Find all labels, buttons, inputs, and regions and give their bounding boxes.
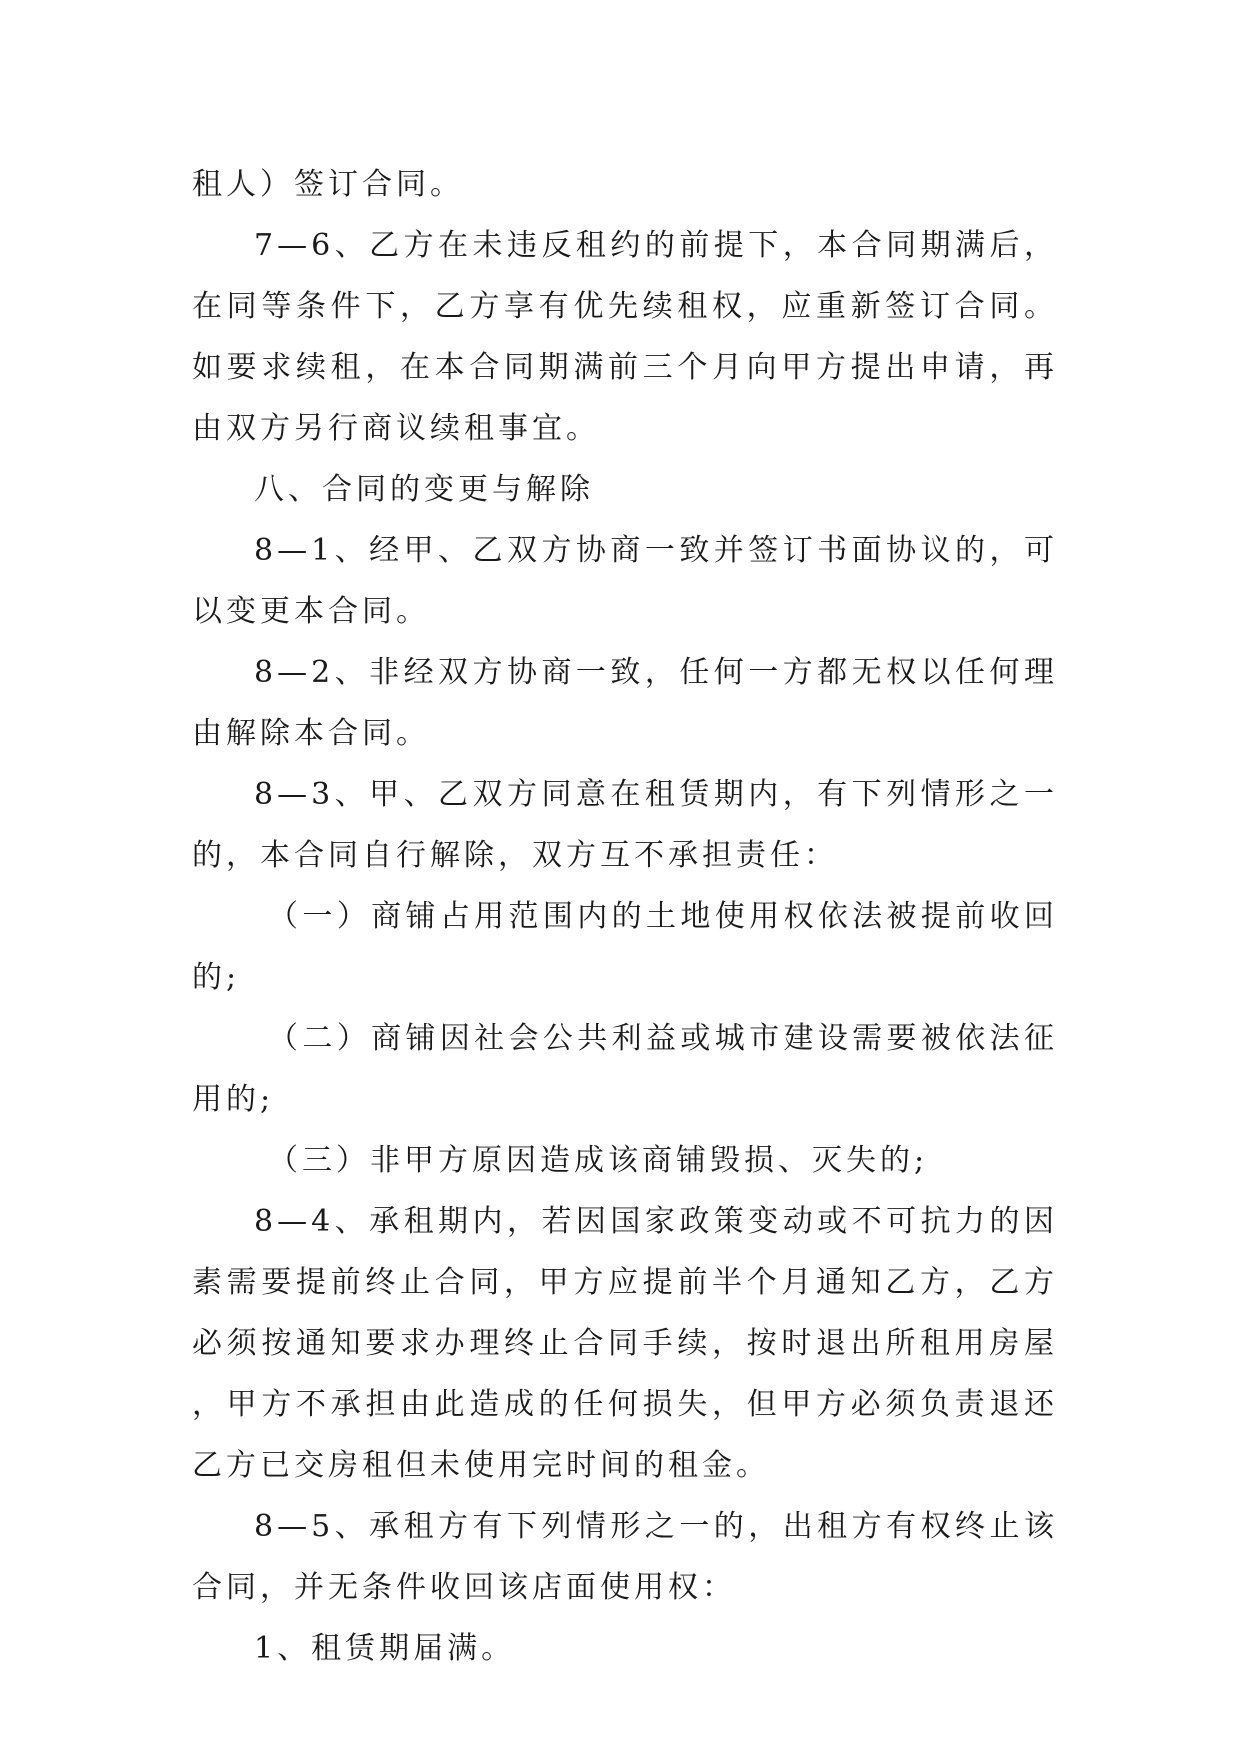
list-item-8-5-1: 1、租赁期届满。: [254, 1631, 516, 1666]
section-heading-8: 八、合同的变更与解除: [254, 472, 594, 507]
paragraph-clause-7-6: 7—6、乙方在未违反租约的前提下，本合同期满后，在同等条件下，乙方享有优先续租权，应重新签订合同。如要求续租，在本合同期满前三个月向甲方提出申请，再由双方另行商议续租事宜。: [192, 228, 1058, 446]
list-item-8-3-3: （三）非甲方原因造成该商铺毁损、灭失的;: [268, 1143, 929, 1178]
list-item-8-3-1: （一）商铺占用范围内的土地使用权依法被提前收回的;: [192, 899, 1058, 995]
document-body: [192, 154, 1058, 1679]
paragraph-clause-8-2: 8—2、非经双方协商一致，任何一方都无权以任何理由解除本合同。: [192, 655, 1058, 751]
paragraph-clause-8-1: 8—1、经甲、乙双方协商一致并签订书面协议的，可以变更本合同。: [192, 533, 1058, 629]
paragraph-continuation: 租人）签订合同。: [192, 167, 464, 202]
paragraph-clause-8-3: 8—3、甲、乙双方同意在租赁期内，有下列情形之一的，本合同自行解除，双方互不承担责任：: [192, 777, 1058, 873]
list-item-8-3-2: （二）商铺因社会公共利益或城市建设需要被依法征用的;: [192, 1021, 1058, 1117]
paragraph-clause-8-5: 8—5、承租方有下列情形之一的，出租方有权终止该合同，并无条件收回该店面使用权：: [192, 1509, 1058, 1605]
paragraph-clause-8-4: 8—4、承租期内，若因国家政策变动或不可抗力的因素需要提前终止合同，甲方应提前半个月通知乙方，乙方必须按通知要求办理终止合同手续，按时退出所租用房屋，甲方不承担由此造成的任何损失，但甲方必须负责退还乙方已交房租但未使用完时间的租金。: [192, 1204, 1058, 1483]
